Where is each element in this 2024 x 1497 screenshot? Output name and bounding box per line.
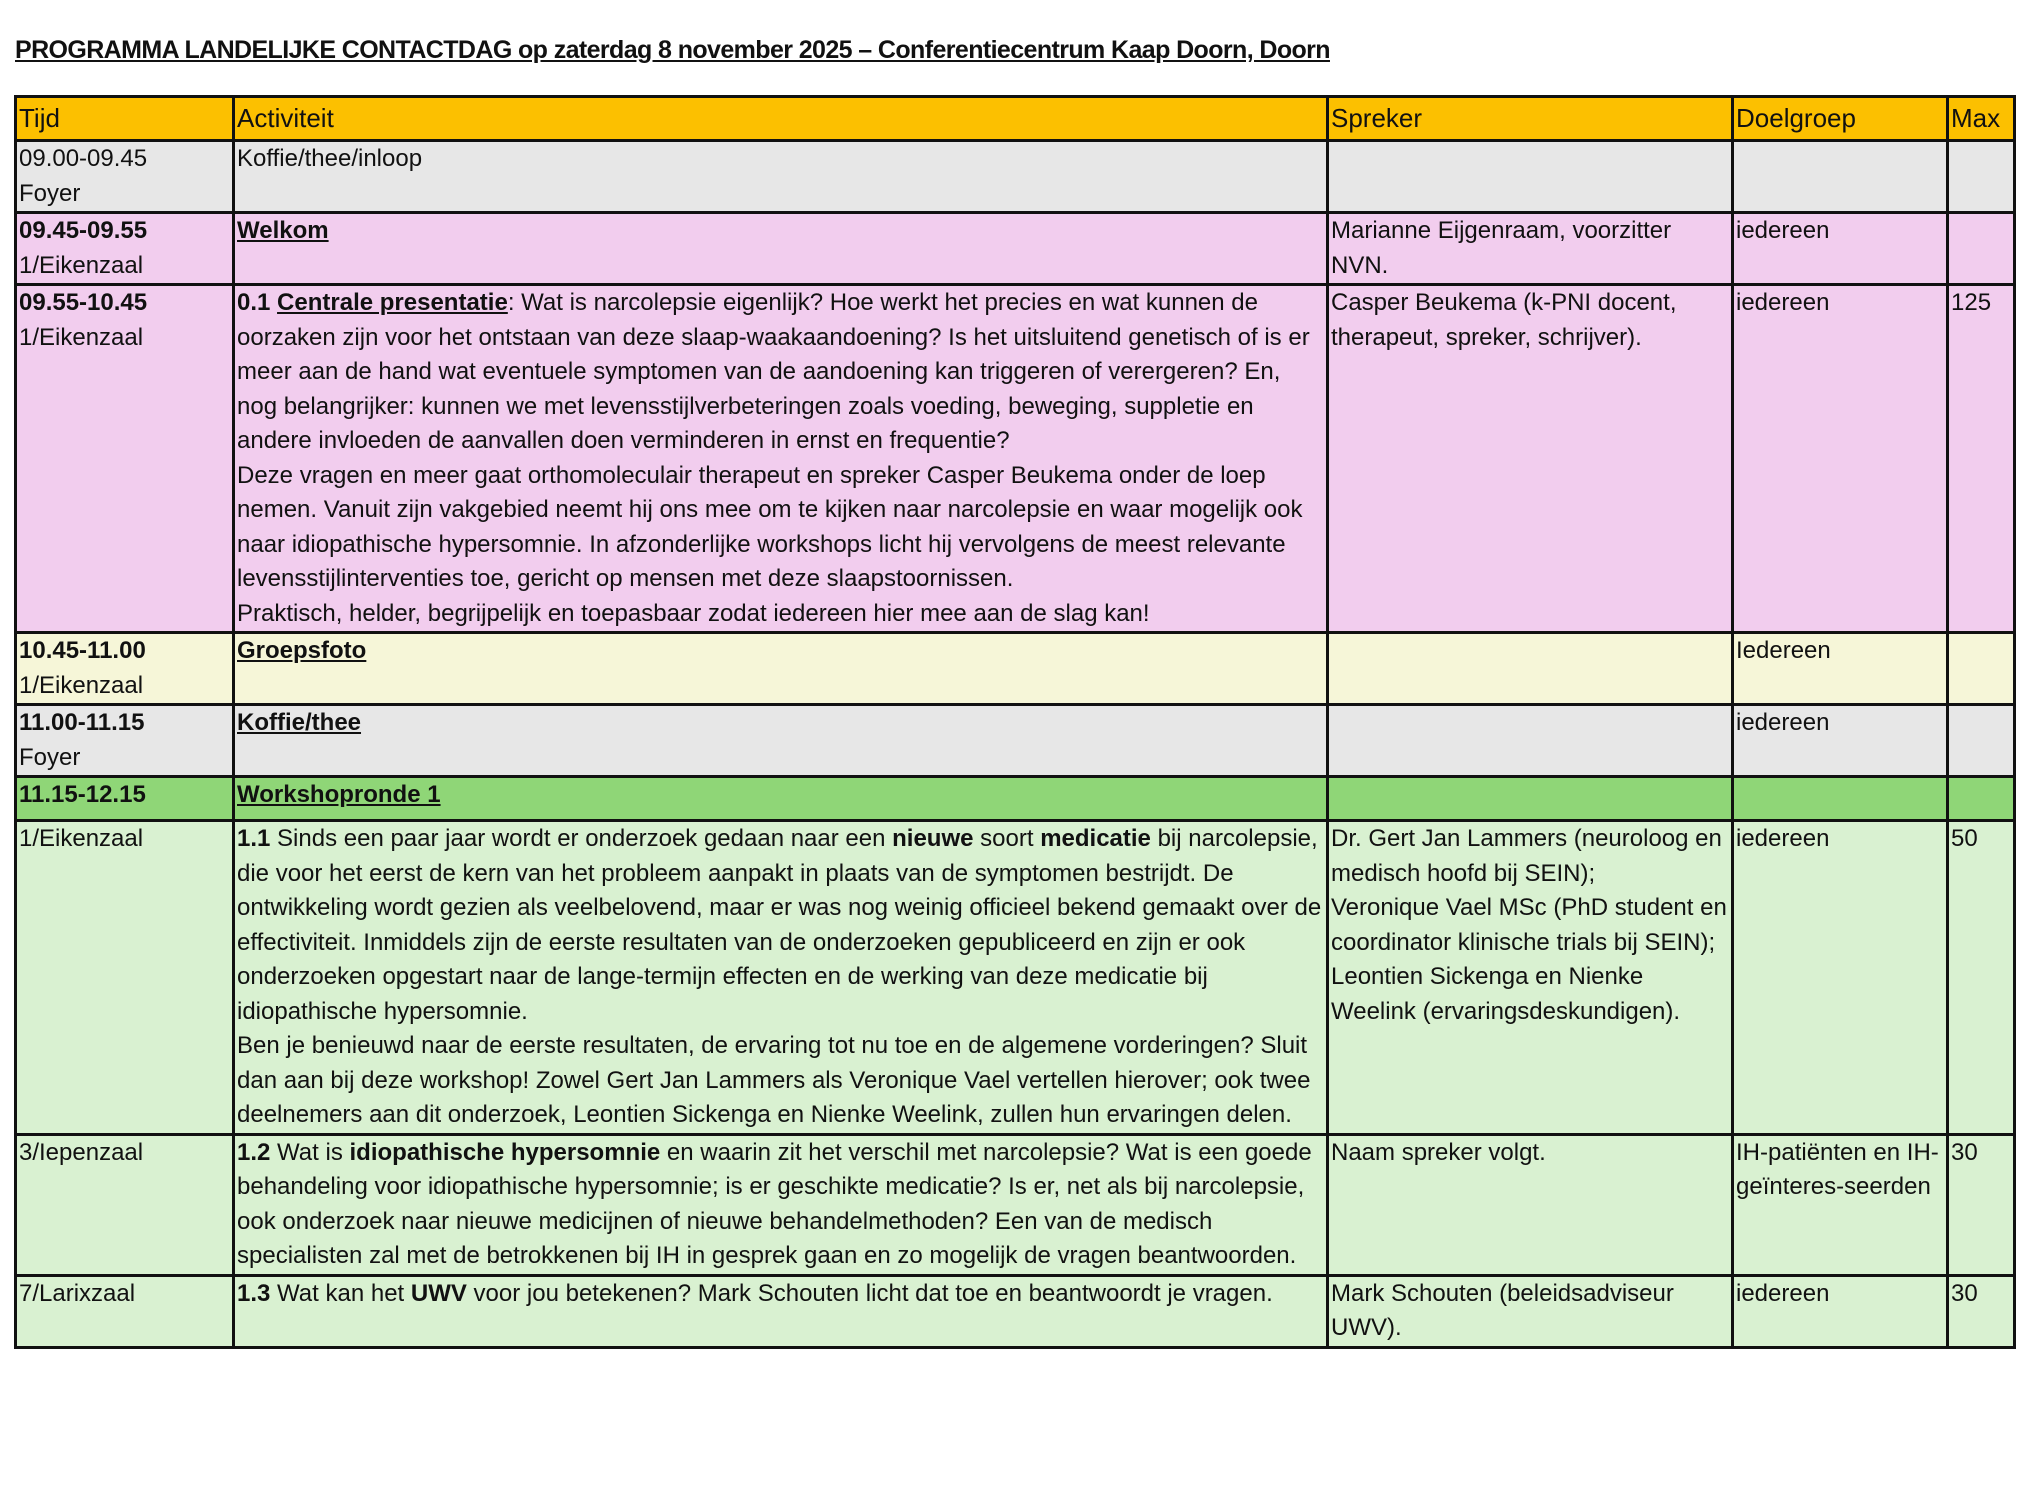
table-row xyxy=(16,1275,2015,1347)
location: Foyer xyxy=(19,743,81,771)
activity-cell xyxy=(234,777,1328,821)
location: 7/Larixzaal xyxy=(19,1279,136,1307)
table-row xyxy=(16,633,2015,705)
time-cell xyxy=(16,141,234,213)
activity-description: Deze vragen en meer gaat orthomoleculair therapeut en spreker Casper Beukema onder de loep nemen. Vanuit zijn vakgebied neemt hij ons mee om te kijken naar narcolepsie en waar mogelijk ook naar idiopathische hypersomnie. In afzonderlijke workshops licht hij vervolgens de meest relevante levensstijlinterventies toe, gericht op mensen met deze slaapstoornissen. xyxy=(237,461,1303,592)
location: 1/Eikenzaal xyxy=(19,251,144,279)
table-row xyxy=(16,821,2015,1135)
table-row xyxy=(16,1134,2015,1275)
speaker-cell xyxy=(1328,633,1733,705)
activity-text: bij narcolepsie, die voor het eerst de kern van het probleem aanpakt in plaats van de symptomen bestrijdt. De ontwikkeling wordt gezien als veelbelovend, maar er was nog weinig officieel bekend gemaakt over de effectiviteit. Inmiddels zijn de eerste resultaten van de onderzoeken gepubliceerd en zijn er ook onderzoeken opgestart naar de lange-termijn effecten en de werking van deze medicatie bij idiopathische hypersomnie. xyxy=(237,825,1322,1025)
speaker-cell: Marianne Eijgenraam, voorzitter NVN. xyxy=(1328,213,1733,285)
activity-cell xyxy=(234,705,1328,777)
location: 3/Iepenzaal xyxy=(19,1138,144,1166)
max-cell xyxy=(1948,777,2015,821)
header-max: Max xyxy=(1948,97,2015,141)
speaker-line: Veronique Vael MSc (PhD student en coordinator klinische trials bij SEIN); xyxy=(1331,894,1727,956)
activity-number: 1.1 xyxy=(237,825,271,852)
activity-cell xyxy=(234,285,1328,633)
header-activity: Activiteit xyxy=(234,97,1328,141)
activity-title: Centrale presentatie xyxy=(277,289,508,316)
audience-cell: IH-patiënten en IH-geïnteres-seerden xyxy=(1733,1134,1948,1275)
speaker-cell xyxy=(1328,821,1733,1135)
time-cell xyxy=(16,285,234,633)
time: 11.15-12.15 xyxy=(19,781,146,808)
time: 10.45-11.00 xyxy=(19,637,146,664)
activity-title: Koffie/thee xyxy=(237,709,362,736)
speaker-cell: Casper Beukema (k-PNI docent, therapeut, spreker, schrijver). xyxy=(1328,285,1733,633)
activity-title: Groepsfoto xyxy=(237,637,367,664)
max-cell: 30 xyxy=(1948,1134,2015,1275)
table-row xyxy=(16,213,2015,285)
header-speaker: Spreker xyxy=(1328,97,1733,141)
audience-cell xyxy=(1733,777,1948,821)
speaker-line: Leontien Sickenga en Nienke Weelink (ervaringsdeskundigen). xyxy=(1331,963,1681,1025)
activity-text: soort xyxy=(973,825,1041,852)
table-row xyxy=(16,705,2015,777)
location: 1/Eikenzaal xyxy=(19,825,144,852)
speaker-cell: Mark Schouten (beleidsadviseur UWV). xyxy=(1328,1275,1733,1347)
speaker-cell xyxy=(1328,705,1733,777)
activity-title: Workshopronde 1 xyxy=(237,781,441,808)
audience-cell: iedereen xyxy=(1733,821,1948,1135)
max-cell xyxy=(1948,141,2015,213)
max-cell: 30 xyxy=(1948,1275,2015,1347)
activity-number: 0.1 xyxy=(237,289,271,316)
time-cell xyxy=(16,821,234,1135)
location: Foyer xyxy=(19,179,81,207)
time: 11.00-11.15 xyxy=(19,709,145,736)
max-cell xyxy=(1948,705,2015,777)
audience-cell: iedereen xyxy=(1733,705,1948,777)
audience-cell: Iedereen xyxy=(1733,633,1948,705)
speaker-cell xyxy=(1328,777,1733,821)
time: 09.00-09.45 xyxy=(19,145,148,172)
time-cell xyxy=(16,1134,234,1275)
table-row xyxy=(16,141,2015,213)
max-cell xyxy=(1948,213,2015,285)
table-header-row xyxy=(16,97,2015,141)
max-cell xyxy=(1948,633,2015,705)
activity-text: Wat is xyxy=(270,1138,350,1166)
activity-description: Praktisch, helder, begrijpelijk en toepasbaar zodat iedereen hier mee aan de slag kan! xyxy=(237,599,1150,627)
audience-cell: iedereen xyxy=(1733,1275,1948,1347)
activity-number: 1.2 xyxy=(237,1138,271,1166)
table-row xyxy=(16,285,2015,633)
activity-text: Wat kan het xyxy=(270,1279,411,1307)
activity-cell xyxy=(234,1134,1328,1275)
location: 1/Eikenzaal xyxy=(19,323,144,351)
time-cell xyxy=(16,705,234,777)
activity-emphasis: medicatie xyxy=(1040,825,1151,852)
max-cell: 50 xyxy=(1948,821,2015,1135)
audience-cell xyxy=(1733,141,1948,213)
max-cell: 125 xyxy=(1948,285,2015,633)
activity-text: Sinds een paar jaar wordt er onderzoek gedaan naar een xyxy=(270,825,893,852)
activity-cell: Koffie/thee/inloop xyxy=(234,141,1328,213)
activity-text: en waarin zit het verschil met narcolepsie? Wat is een goede behandeling voor idiopathische hypersomnie; is er geschikte medicatie? Is er, net als bij narcolepsie, ook onderzoek naar nieuwe medicijnen of nieuwe behandelmethoden? Een van de medisch specialisten zal met de betrokkenen bij IH in gesprek gaan en zo mogelijk de vragen beantwoorden. xyxy=(237,1138,1312,1269)
time-cell xyxy=(16,213,234,285)
speaker-cell xyxy=(1328,141,1733,213)
time: 09.55-10.45 xyxy=(19,289,148,316)
activity-title: Welkom xyxy=(237,217,329,244)
time-cell xyxy=(16,777,234,821)
activity-number: 1.3 xyxy=(237,1279,271,1307)
activity-cell xyxy=(234,633,1328,705)
activity-emphasis: nieuwe xyxy=(892,825,974,852)
table-row-section xyxy=(16,777,2015,821)
activity-emphasis: idiopathische hypersomnie xyxy=(349,1138,661,1166)
activity-text: voor jou betekenen? Mark Schouten licht dat toe en beantwoordt je vragen. xyxy=(466,1279,1273,1307)
speaker-cell: Naam spreker volgt. xyxy=(1328,1134,1733,1275)
time: 09.45-09.55 xyxy=(19,217,148,244)
audience-cell: iedereen xyxy=(1733,213,1948,285)
time-cell xyxy=(16,1275,234,1347)
activity-emphasis: UWV xyxy=(410,1279,467,1307)
header-audience: Doelgroep xyxy=(1733,97,1948,141)
document-title: PROGRAMMA LANDELIJKE CONTACTDAG op zaterdag 8 november 2025 – Conferentiecentrum Kaap Doorn, Doorn xyxy=(15,36,1330,64)
activity-cell xyxy=(234,821,1328,1135)
activity-description: Ben je benieuwd naar de eerste resultaten, de ervaring tot nu toe en de algemene vorderingen? Sluit dan aan bij deze workshop! Zowel Gert Jan Lammers als Veronique Vael vertellen hierover; ook twee deelnemers aan dit onderzoek, Leontien Sickenga en Nienke Weelink, zullen hun ervaringen delen. xyxy=(237,1032,1311,1128)
location: 1/Eikenzaal xyxy=(19,671,144,699)
activity-cell xyxy=(234,1275,1328,1347)
activity-description: : Wat is narcolepsie eigenlijk? Hoe werkt het precies en wat kunnen de oorzaken zijn voor het ontstaan van deze slaap-waakaandoening? Is het uitsluitend genetisch of is er meer aan de hand wat eventuele symptomen van de aandoening kan triggeren of verergeren? En, nog belangrijker: kunnen we met levensstijlverbeteringen zoals voeding, beweging, suppletie en andere invloeden de aanvallen doen verminderen in ernst en frequentie? xyxy=(237,289,1310,454)
audience-cell: iedereen xyxy=(1733,285,1948,633)
time-cell xyxy=(16,633,234,705)
program-table xyxy=(14,95,2016,1349)
header-time: Tijd xyxy=(16,97,234,141)
speaker-line: Dr. Gert Jan Lammers (neuroloog en medisch hoofd bij SEIN); xyxy=(1331,825,1722,887)
activity-cell xyxy=(234,213,1328,285)
